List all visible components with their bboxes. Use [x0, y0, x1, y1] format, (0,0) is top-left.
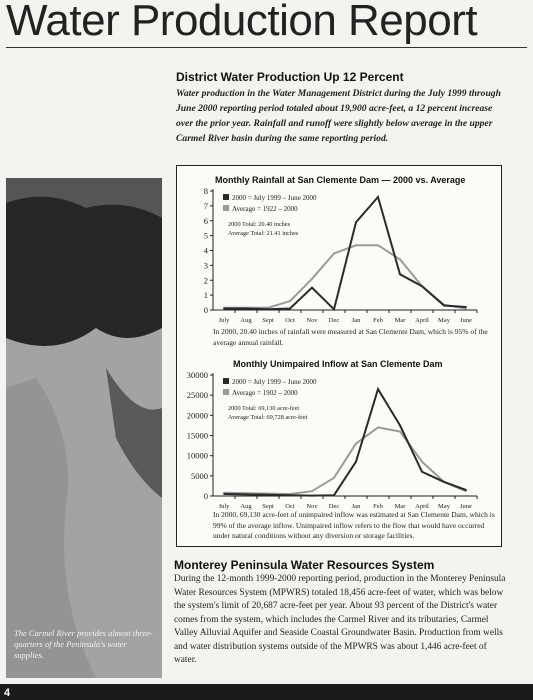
y-tick-label: 5: [203, 230, 208, 241]
y-tick-label: 0: [203, 305, 208, 315]
x-tick-label: Sept: [262, 503, 274, 510]
x-tick-label: July: [218, 503, 230, 510]
data-point: [399, 431, 401, 433]
data-point: [377, 427, 379, 429]
y-tick-label: 5000: [191, 470, 208, 481]
data-point: [223, 308, 225, 310]
legend-swatch: [223, 205, 229, 211]
data-point: [245, 308, 247, 310]
legend-label: 2000 = July 1999 – June 2000: [232, 378, 317, 386]
data-point: [377, 388, 379, 390]
y-tick-label: 2: [203, 275, 208, 286]
data-point: [399, 425, 401, 427]
data-point: [267, 494, 269, 496]
x-tick-label: April: [415, 317, 429, 324]
x-tick-label: June: [460, 317, 472, 324]
section1-intro: Water production in the Water Management District during the July 1999 through June 2000 reporting period totaled about 19,900 acre-feet, a 12 percent increase over the prior year. Rainfall and runoff were slightly below average in the upper Carmel River basin during the same reporting period.: [176, 88, 501, 144]
title-divider: [6, 47, 527, 48]
x-tick-label: Sept: [262, 317, 274, 324]
data-point: [311, 495, 313, 497]
chart-annotation: 2000 Total: 20.40 inches: [228, 221, 291, 228]
section2-body: During the 12-month 1999-2000 reporting period, production in the Monterey Peninsula Water Resources System (MPWRS) totaled 18,456 acre-feet of water, which was below the system's limit of 20,687 acre-feet per year. About 93 percent of the District's water comes from the system, which includes the Carmel River and its tributaries, Carmel Valley Alluvial Aquifer and Seaside Coastal Groundwater Basin. Production from wells and water distribution systems outside of the MPWRS was about 1,446 acre-feet of water.: [174, 574, 506, 665]
x-tick-label: Nov: [306, 317, 318, 324]
x-tick-label: May: [438, 503, 450, 510]
data-point: [421, 285, 423, 287]
legend-label: Average = 1922 – 2000: [232, 205, 298, 213]
y-tick-label: 20000: [186, 410, 208, 421]
x-tick-label: Jan: [351, 317, 361, 324]
y-tick-label: 3: [203, 260, 208, 271]
y-tick-label: 1: [203, 290, 208, 301]
data-point: [355, 443, 357, 445]
x-tick-label: Feb: [373, 317, 383, 324]
y-tick-label: 4: [203, 245, 208, 256]
data-point: [377, 244, 379, 246]
chart-annotation: Average Total: 69,728 acre-feet: [228, 414, 308, 421]
x-tick-label: Mar: [394, 317, 406, 324]
data-point: [289, 300, 291, 302]
footer-bar: [0, 684, 533, 700]
y-tick-label: 10000: [186, 450, 208, 461]
legend-swatch: [223, 378, 229, 384]
data-point: [289, 308, 291, 310]
chart1-title: Monthly Rainfall at San Clemente Dam — 2000 vs. Average: [215, 175, 466, 185]
data-point: [333, 253, 335, 255]
data-point: [399, 273, 401, 275]
y-tick-label: 7: [203, 200, 208, 211]
photo-caption: The Carmel River provides almost three-quarters of the Peninsula's water supplies.: [14, 628, 153, 660]
legend-swatch: [223, 389, 229, 395]
data-point: [333, 477, 335, 479]
chart-annotation: Average Total: 21.41 inches: [228, 230, 299, 237]
data-point: [245, 493, 247, 495]
x-tick-label: June: [460, 503, 472, 510]
data-point: [333, 494, 335, 496]
legend-swatch: [223, 194, 229, 200]
data-point: [421, 461, 423, 463]
x-tick-label: Oct: [285, 317, 295, 324]
x-tick-label: Aug: [240, 503, 252, 510]
inflow-chart: [177, 369, 501, 517]
section1-heading: District Water Production Up 12 Percent: [176, 70, 404, 84]
data-point: [289, 494, 291, 496]
data-point: [443, 481, 445, 483]
x-tick-label: Jan: [351, 503, 361, 510]
y-tick-label: 6: [203, 215, 208, 226]
page-number: 4: [4, 687, 11, 699]
data-point: [267, 308, 269, 310]
data-point: [333, 308, 335, 310]
y-tick-label: 25000: [186, 390, 208, 401]
data-point: [465, 306, 467, 308]
series-line: [224, 245, 466, 308]
data-point: [443, 305, 445, 307]
series-line: [224, 197, 466, 309]
charts-panel: [176, 165, 502, 547]
x-tick-label: Dec: [328, 317, 340, 324]
x-tick-label: May: [438, 317, 450, 324]
section2-heading: Monterey Peninsula Water Resources System: [174, 558, 435, 572]
data-point: [355, 461, 357, 463]
x-tick-label: April: [415, 503, 429, 510]
chart-annotation: 2000 Total: 69,130 acre-feet: [228, 405, 300, 412]
x-tick-label: Dec: [328, 503, 340, 510]
data-point: [311, 287, 313, 289]
rainfall-chart: [177, 186, 501, 346]
chart2-caption: In 2000, 69,130 acre-feet of unimpaired inflow was estimated at San Clemente Dam, which is 99% of the average inflow. Unimpaired inflow refers to the flow that would have occurred under natural conditions without any diversion or storage facilities.: [213, 510, 495, 540]
x-tick-label: Aug: [240, 317, 252, 324]
y-tick-label: 15000: [186, 430, 208, 441]
x-tick-label: Mar: [394, 503, 406, 510]
series-line: [224, 427, 466, 494]
data-point: [311, 278, 313, 280]
x-tick-label: Feb: [373, 503, 383, 510]
data-point: [311, 490, 313, 492]
data-point: [355, 221, 357, 223]
data-point: [223, 493, 225, 495]
chart2-title: Monthly Unimpaired Inflow at San Clemente Dam: [233, 359, 443, 369]
data-point: [465, 489, 467, 491]
x-tick-label: Nov: [306, 503, 318, 510]
data-point: [355, 244, 357, 246]
y-tick-label: 30000: [186, 370, 208, 380]
river-photo: [6, 178, 162, 678]
page-title: Water Production Report: [6, 0, 478, 45]
data-point: [377, 196, 379, 198]
chart1-caption: In 2000, 20.40 inches of rainfall were measured at San Clemente Dam, which is 95% of the average annual rainfall.: [213, 327, 488, 347]
x-tick-label: July: [218, 317, 230, 324]
data-point: [399, 259, 401, 261]
legend-label: Average = 1902 – 2000: [232, 389, 298, 397]
y-tick-label: 0: [203, 491, 208, 501]
x-tick-label: Oct: [285, 503, 295, 510]
data-point: [421, 471, 423, 473]
y-tick-label: 8: [203, 186, 208, 196]
river-photo-art: [6, 178, 162, 678]
legend-label: 2000 = July 1999 – June 2000: [232, 194, 317, 202]
